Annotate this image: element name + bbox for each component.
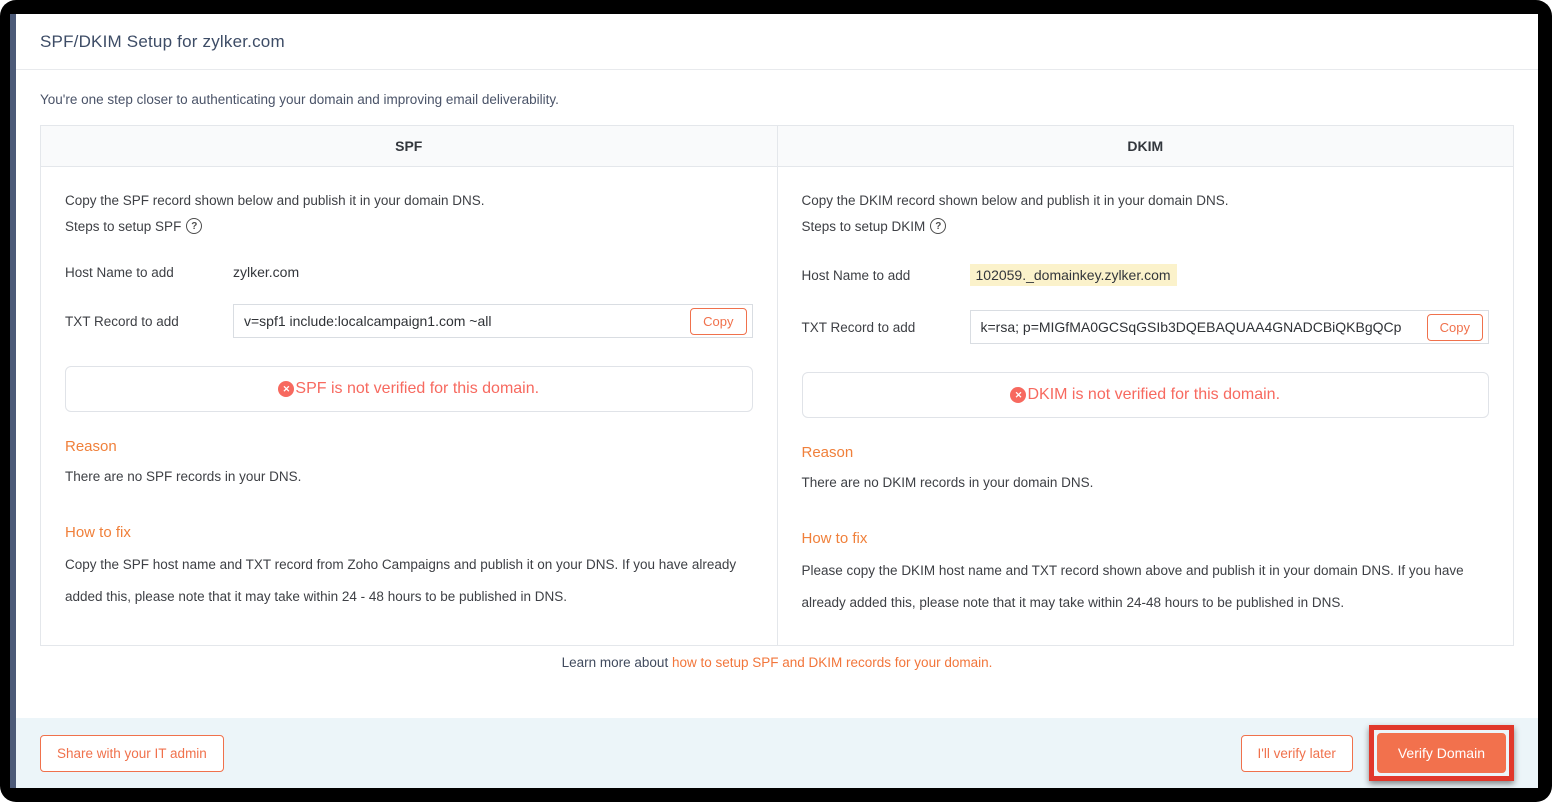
spf-txt-record-value: v=spf1 include:localcampaign1.com ~all [244,313,492,329]
page-title: SPF/DKIM Setup for zylker.com [40,31,285,51]
spf-host-label: Host Name to add [65,264,174,280]
dkim-steps-row [802,218,1490,234]
dkim-status-box [802,372,1490,418]
learn-more-prefix: Learn more about [561,655,672,670]
spf-status-box [65,366,753,412]
spf-fix-text: Copy the SPF host name and TXT record from Zoho Campaigns and publish it on your DNS. If you have already added this, please note that it may take within 24 - 48 hours to be published in DNS. [65,557,737,604]
spf-status-message: SPF is not verified for this domain. [295,380,540,397]
dkim-reason-heading: Reason [801,444,854,461]
spf-steps-label: Steps to setup SPF [65,218,182,234]
spf-dkim-setup-dialog [16,14,1538,788]
table-body [41,167,1513,645]
spf-column [41,167,777,645]
spf-txt-record-field[interactable] [233,304,753,338]
dkim-fix-heading: How to fix [801,530,868,547]
dkim-status-message: DKIM is not verified for this domain. [1027,386,1281,403]
spf-intro-text: Copy the SPF record shown below and publish it in your domain DNS. [65,193,485,208]
dkim-intro-text: Copy the DKIM record shown below and publish it in your domain DNS. [801,193,1229,208]
share-it-admin-button[interactable]: Share with your IT admin [40,735,224,772]
annotation-highlight-box [1369,725,1514,781]
verify-later-button[interactable]: I'll verify later [1241,735,1353,772]
dkim-txt-label: TXT Record to add [801,319,916,335]
spf-fix-heading: How to fix [65,524,131,541]
help-icon[interactable]: ? [930,218,946,234]
dkim-txt-row [802,310,1490,344]
verify-domain-button[interactable]: Verify Domain [1377,733,1506,773]
learn-more-line [16,655,1538,670]
spf-txt-label: TXT Record to add [65,313,179,329]
dkim-reason-text: There are no DKIM records in your domain DNS. [801,475,1094,490]
table-header-row [41,126,1513,167]
dkim-column-header: DKIM [777,126,1514,166]
dkim-column [777,167,1514,645]
dkim-fix-text: Please copy the DKIM host name and TXT record shown above and publish it in your domain DNS. If you have already added this, please note that it may take within 24-48 hours to be published in DNS. [801,563,1464,610]
spf-column-header: SPF [395,138,423,154]
footer-right-group [1241,725,1515,781]
dialog-footer [16,718,1538,788]
dialog-header [16,14,1538,70]
spf-reason-text: There are no SPF records in your DNS. [65,469,302,484]
spf-reason-heading: Reason [65,438,117,455]
spf-txt-row [65,304,753,338]
dialog-subtitle: You're one step closer to authenticating your domain and improving email deliverability. [40,92,559,107]
error-icon: ✕ [1010,387,1026,403]
dkim-copy-button[interactable]: Copy [1427,314,1483,341]
spf-steps-row [65,218,753,234]
spf-host-row [65,264,753,280]
help-icon[interactable]: ? [186,218,202,234]
spf-host-value: zylker.com [233,264,300,280]
dkim-steps-label: Steps to setup DKIM [801,218,926,234]
dkim-txt-record-field[interactable] [970,310,1490,344]
spf-copy-button[interactable]: Copy [690,308,746,335]
dkim-host-label: Host Name to add [801,267,911,283]
dkim-host-value: 102059._domainkey.zylker.com [970,264,1177,286]
dkim-host-row [802,264,1490,286]
spf-dkim-table [40,125,1514,646]
learn-more-link[interactable]: how to setup SPF and DKIM records for your domain. [671,655,993,670]
dkim-txt-record-value: k=rsa; p=MIGfMA0GCSqGSIb3DQEBAQUAA4GNADCBiQKBgQCp [980,319,1402,335]
error-icon: ✕ [278,381,294,397]
